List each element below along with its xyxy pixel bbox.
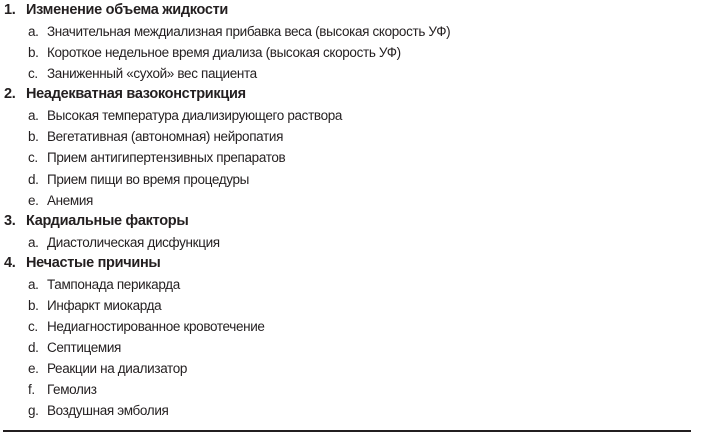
list-item: [0, 274, 716, 295]
section-title: Нечастые причины: [26, 254, 161, 271]
section-heading: [0, 0, 716, 21]
section-title: Изменение объема жидкости: [26, 2, 229, 18]
list-item: [0, 63, 716, 84]
section-cardiac-factors: [0, 211, 716, 253]
section-number: 4.: [4, 254, 16, 271]
item-letter: b.: [28, 45, 39, 61]
list-item: [0, 147, 716, 168]
item-letter: e.: [28, 361, 39, 377]
list-item: [0, 316, 716, 337]
item-text: Тампонада перикарда: [47, 276, 180, 292]
section-rare-causes: [0, 253, 716, 422]
list-item: [0, 190, 716, 211]
list-item: [0, 169, 716, 190]
section-number: 3.: [4, 212, 16, 229]
item-letter: b.: [28, 297, 39, 313]
list-item: [0, 337, 716, 358]
list-item: [0, 295, 716, 316]
section-fluid-volume: [0, 0, 716, 84]
item-text: Высокая температура диализирующего раствора: [47, 108, 343, 124]
item-text: Септицемия: [47, 340, 122, 356]
section-heading: [0, 84, 716, 105]
item-letter: d.: [28, 171, 39, 187]
list-item: [0, 358, 716, 379]
item-letter: c.: [28, 319, 38, 335]
item-letter: e.: [28, 192, 39, 208]
section-number: 2.: [4, 86, 16, 103]
item-text: Недиагностированное кровотечение: [47, 319, 265, 335]
item-text: Значительная междиализная прибавка веса (высокая скорость УФ): [47, 24, 451, 39]
section-vasoconstriction: [0, 84, 716, 210]
list-item: [0, 400, 716, 421]
list-item: [0, 379, 716, 400]
item-text: Инфаркт миокарда: [47, 297, 162, 313]
item-text: Реакции на диализатор: [47, 361, 188, 377]
item-text: Анемия: [47, 192, 94, 208]
list-item: [0, 42, 716, 63]
section-number: 1.: [4, 2, 16, 18]
item-text: Прием пищи во время процедуры: [47, 171, 250, 187]
item-letter: g.: [28, 403, 39, 419]
item-text: Заниженный «сухой» вес пациента: [47, 66, 257, 82]
item-letter: a.: [28, 108, 39, 124]
section-heading: [0, 211, 716, 232]
list-item: [0, 21, 716, 42]
item-letter: f.: [28, 382, 35, 398]
item-text: Воздушная эмболия: [47, 403, 169, 419]
item-letter: a.: [28, 24, 39, 39]
item-text: Диастолическая дисфункция: [47, 234, 220, 250]
item-text: Прием антигипертензивных препаратов: [47, 150, 286, 166]
item-letter: d.: [28, 340, 39, 356]
section-title: Неадекватная вазоконстрикция: [26, 86, 246, 103]
item-letter: a.: [28, 276, 39, 292]
section-heading: [0, 253, 716, 274]
item-text: Короткое недельное время диализа (высокая скорость УФ): [47, 45, 401, 61]
item-letter: b.: [28, 129, 39, 145]
item-letter: a.: [28, 234, 39, 250]
item-letter: c.: [28, 66, 38, 82]
bottom-rule-divider: [3, 430, 691, 432]
item-text: Гемолиз: [47, 382, 97, 398]
list-item: [0, 105, 716, 126]
item-letter: c.: [28, 150, 38, 166]
list-item: [0, 232, 716, 253]
item-text: Вегетативная (автономная) нейропатия: [47, 129, 284, 145]
section-title: Кардиальные факторы: [26, 212, 189, 229]
list-item: [0, 126, 716, 147]
